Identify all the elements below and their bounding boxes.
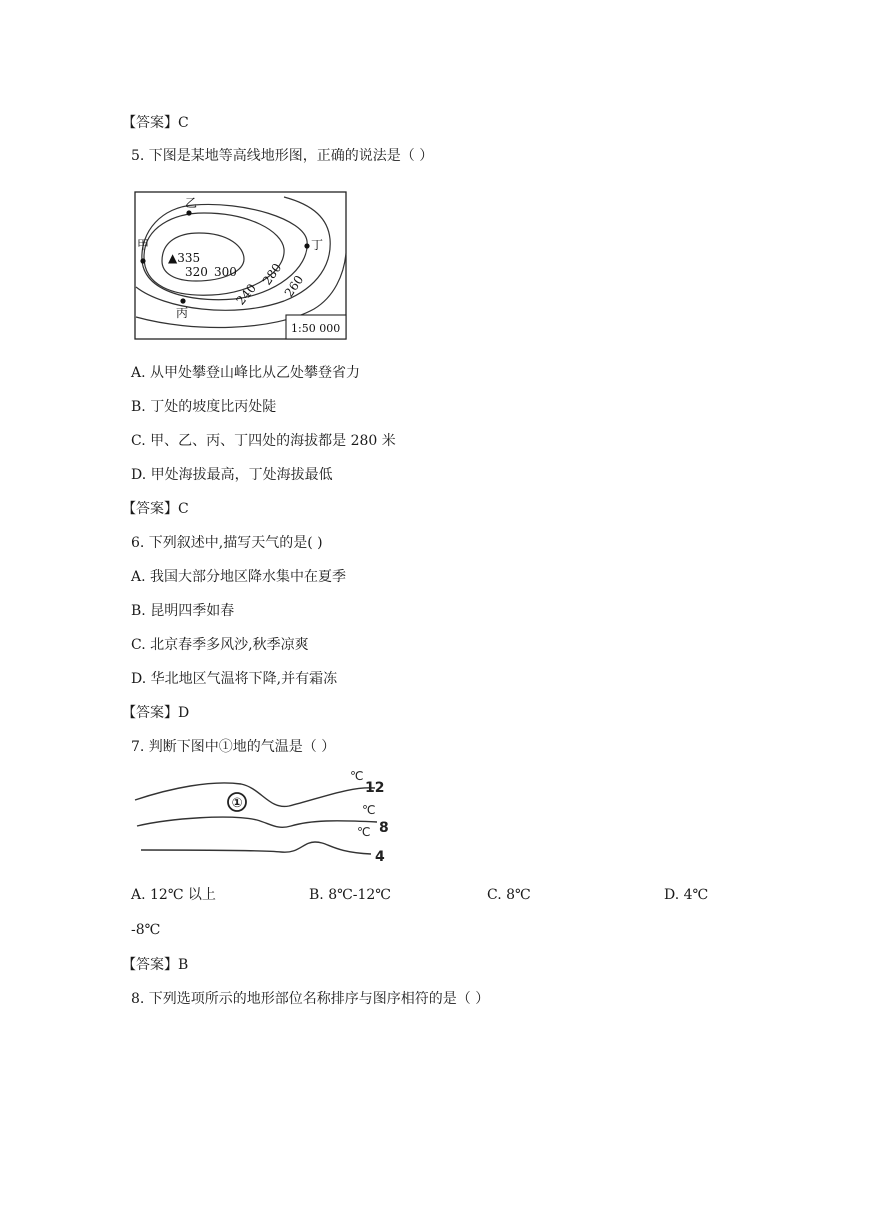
- q7-option-c: C. 8℃: [487, 887, 531, 903]
- label-240: 240: [233, 281, 259, 308]
- scale-label: 1:50 000: [291, 322, 341, 335]
- q7-option-d-continued: -8℃: [131, 922, 161, 938]
- answer-q4: 【答案】C: [122, 115, 189, 131]
- question-7-stem: 7. 判断下图中①地的气温是（ ）: [131, 739, 336, 755]
- label-300: 300: [214, 265, 237, 279]
- answer-q5: 【答案】C: [122, 501, 189, 517]
- q5-option-d: D. 甲处海拔最高，丁处海拔最低: [131, 467, 333, 483]
- isotherm-4: [141, 842, 371, 854]
- peak-label: ▲335: [168, 251, 201, 265]
- question-8-stem: 8. 下列选项所示的地形部位名称排序与图序相符的是（ ）: [131, 991, 490, 1007]
- value-4: 4: [375, 849, 385, 865]
- isotherm-map-figure: [131, 770, 415, 872]
- q5-option-b: B. 丁处的坡度比丙处陡: [131, 399, 277, 415]
- q7-option-b: B. 8℃-12℃: [309, 887, 391, 903]
- label-jia: 甲: [137, 238, 150, 252]
- answer-q7: 【答案】B: [122, 957, 189, 973]
- q6-option-b: B. 昆明四季如春: [131, 603, 235, 619]
- point-ding: [304, 243, 309, 248]
- label-320: 320: [185, 265, 208, 279]
- contour-map-figure: [134, 191, 348, 341]
- q7-option-d: D. 4℃: [664, 887, 709, 903]
- point-jia: [140, 258, 145, 263]
- q6-option-d: D. 华北地区气温将下降,并有霜冻: [131, 671, 338, 687]
- isotherm-12: [135, 783, 375, 807]
- q6-option-a: A. 我国大部分地区降水集中在夏季: [131, 569, 347, 585]
- q5-option-a: A. 从甲处攀登山峰比从乙处攀登省力: [131, 365, 361, 381]
- q6-option-c: C. 北京春季多风沙,秋季凉爽: [131, 637, 309, 653]
- unit-12: ℃: [350, 770, 364, 783]
- label-ding: 丁: [311, 238, 324, 252]
- point-1-label: ①: [231, 796, 243, 811]
- value-12: 12: [365, 780, 385, 796]
- question-5-stem: 5. 下图是某地等高线地形图，正确的说法是（ ）: [131, 148, 434, 164]
- label-bing: 丙: [176, 306, 189, 320]
- q5-option-c: C. 甲、乙、丙、丁四处的海拔都是 280 米: [131, 433, 396, 449]
- label-280: 280: [259, 260, 285, 288]
- isotherm-8: [137, 817, 377, 827]
- answer-q6: 【答案】D: [122, 705, 190, 721]
- contour-280: [142, 204, 307, 299]
- question-6-stem: 6. 下列叙述中,描写天气的是( ): [131, 535, 323, 551]
- point-bing: [180, 298, 185, 303]
- q7-option-a: A. 12℃ 以上: [131, 887, 216, 903]
- unit-8b: ℃: [357, 825, 371, 839]
- unit-8a: ℃: [362, 803, 376, 817]
- label-260: 260: [281, 272, 307, 300]
- point-yi: [186, 210, 191, 215]
- label-yi: 乙: [185, 196, 198, 210]
- value-8: 8: [379, 820, 389, 836]
